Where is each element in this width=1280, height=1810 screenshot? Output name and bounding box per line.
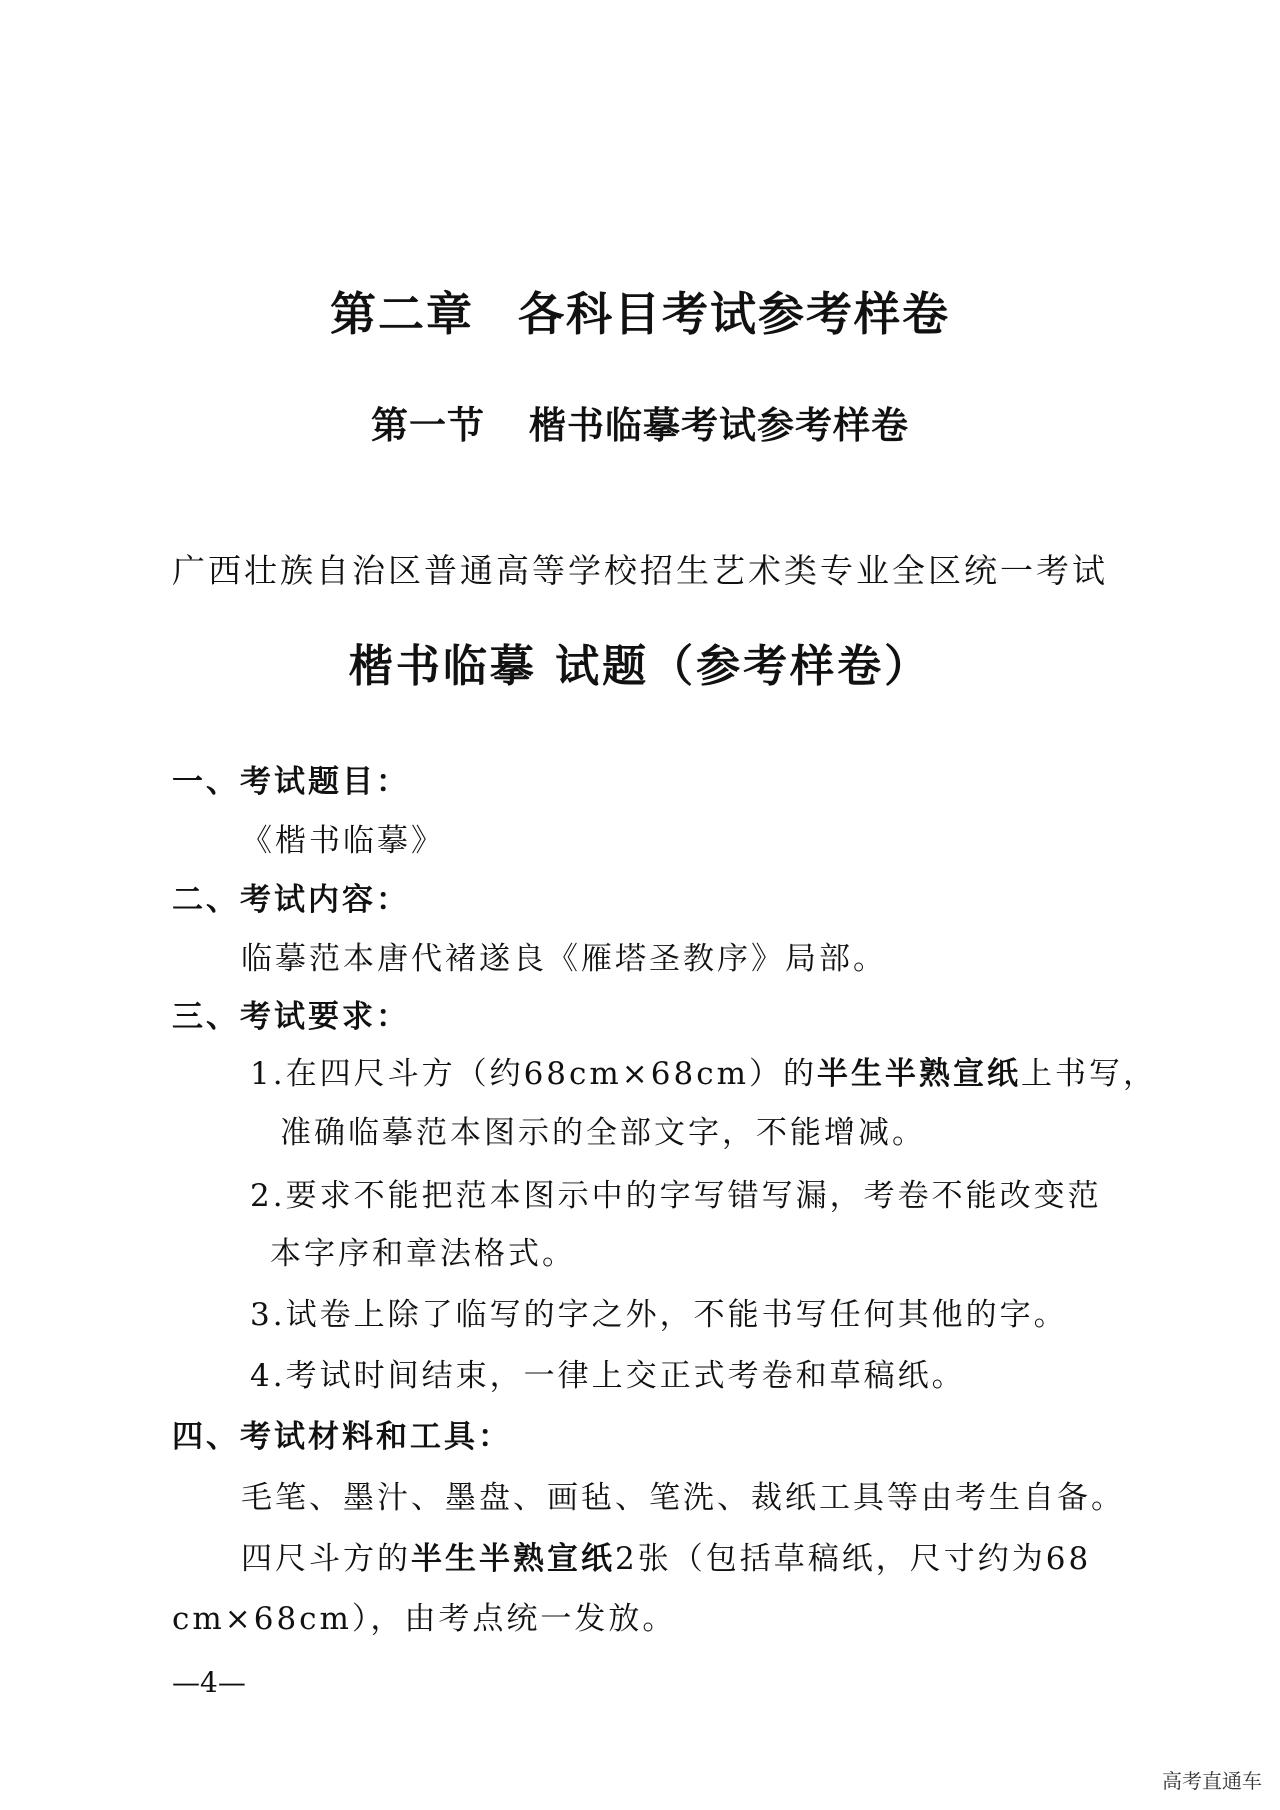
materials-line-3: cm×68cm），由考点统一发放。: [172, 1601, 677, 1637]
chapter-number: 第二章: [330, 287, 474, 341]
requirement-item-2: 2.要求不能把范本图示中的字写错写漏，考卷不能改变范: [250, 1178, 1102, 1214]
part3-heading: 三、考试要求：: [172, 999, 410, 1035]
exam-authority: 广西壮族自治区普通高等学校招生艺术类专业全区统一考试: [172, 551, 1108, 590]
requirement-item-2-cont: 本字序和章法格式。: [270, 1236, 576, 1272]
requirement-1-paper-type: 半生半熟宣纸: [816, 1056, 1021, 1092]
requirement-item-3: 3.试卷上除了临写的字之外，不能书写任何其他的字。: [250, 1297, 1068, 1333]
part4-heading: 四、考试材料和工具：: [172, 1419, 512, 1455]
chapter-title: [0, 278, 1280, 344]
requirement-1-text-b: 上书写，: [1020, 1056, 1157, 1092]
section-title: [0, 395, 1280, 449]
materials-line-2-text-a: 四尺斗方的: [241, 1541, 411, 1577]
part2-heading: 二、考试内容：: [172, 882, 410, 918]
requirement-item-4: 4.考试时间结束，一律上交正式考卷和草稿纸。: [250, 1358, 966, 1394]
paper-title: 楷书临摹 试题（参考样卷）: [348, 641, 932, 692]
materials-line-2: [241, 1533, 1091, 1578]
part1-content: 《楷书临摹》: [241, 823, 445, 859]
requirement-item-1-cont: 准确临摹范本图示的全部文字，不能增减。: [280, 1115, 926, 1151]
section-name: 楷书临摹考试参考样卷: [529, 404, 909, 447]
materials-line-2-text-b: 2张（包括草稿纸，尺寸约为68: [615, 1541, 1092, 1577]
requirement-1-text-a: 1.在四尺斗方（约68cm×68cm）的: [250, 1056, 817, 1092]
part1-heading: 一、考试题目：: [172, 764, 410, 800]
chapter-name: 各科目考试参考样卷: [518, 287, 950, 341]
part2-content: 临摹范本唐代褚遂良《雁塔圣教序》局部。: [241, 941, 887, 977]
materials-paper-type: 半生半熟宣纸: [411, 1541, 615, 1577]
section-number: 第一节: [371, 404, 485, 447]
page-number: —4—: [172, 1666, 246, 1699]
watermark-text: 高考直通车: [1162, 1769, 1262, 1793]
requirement-item-1: [250, 1048, 1157, 1093]
materials-line-1: 毛笔、墨汁、墨盘、画毡、笔洗、裁纸工具等由考生自备。: [241, 1480, 1125, 1516]
